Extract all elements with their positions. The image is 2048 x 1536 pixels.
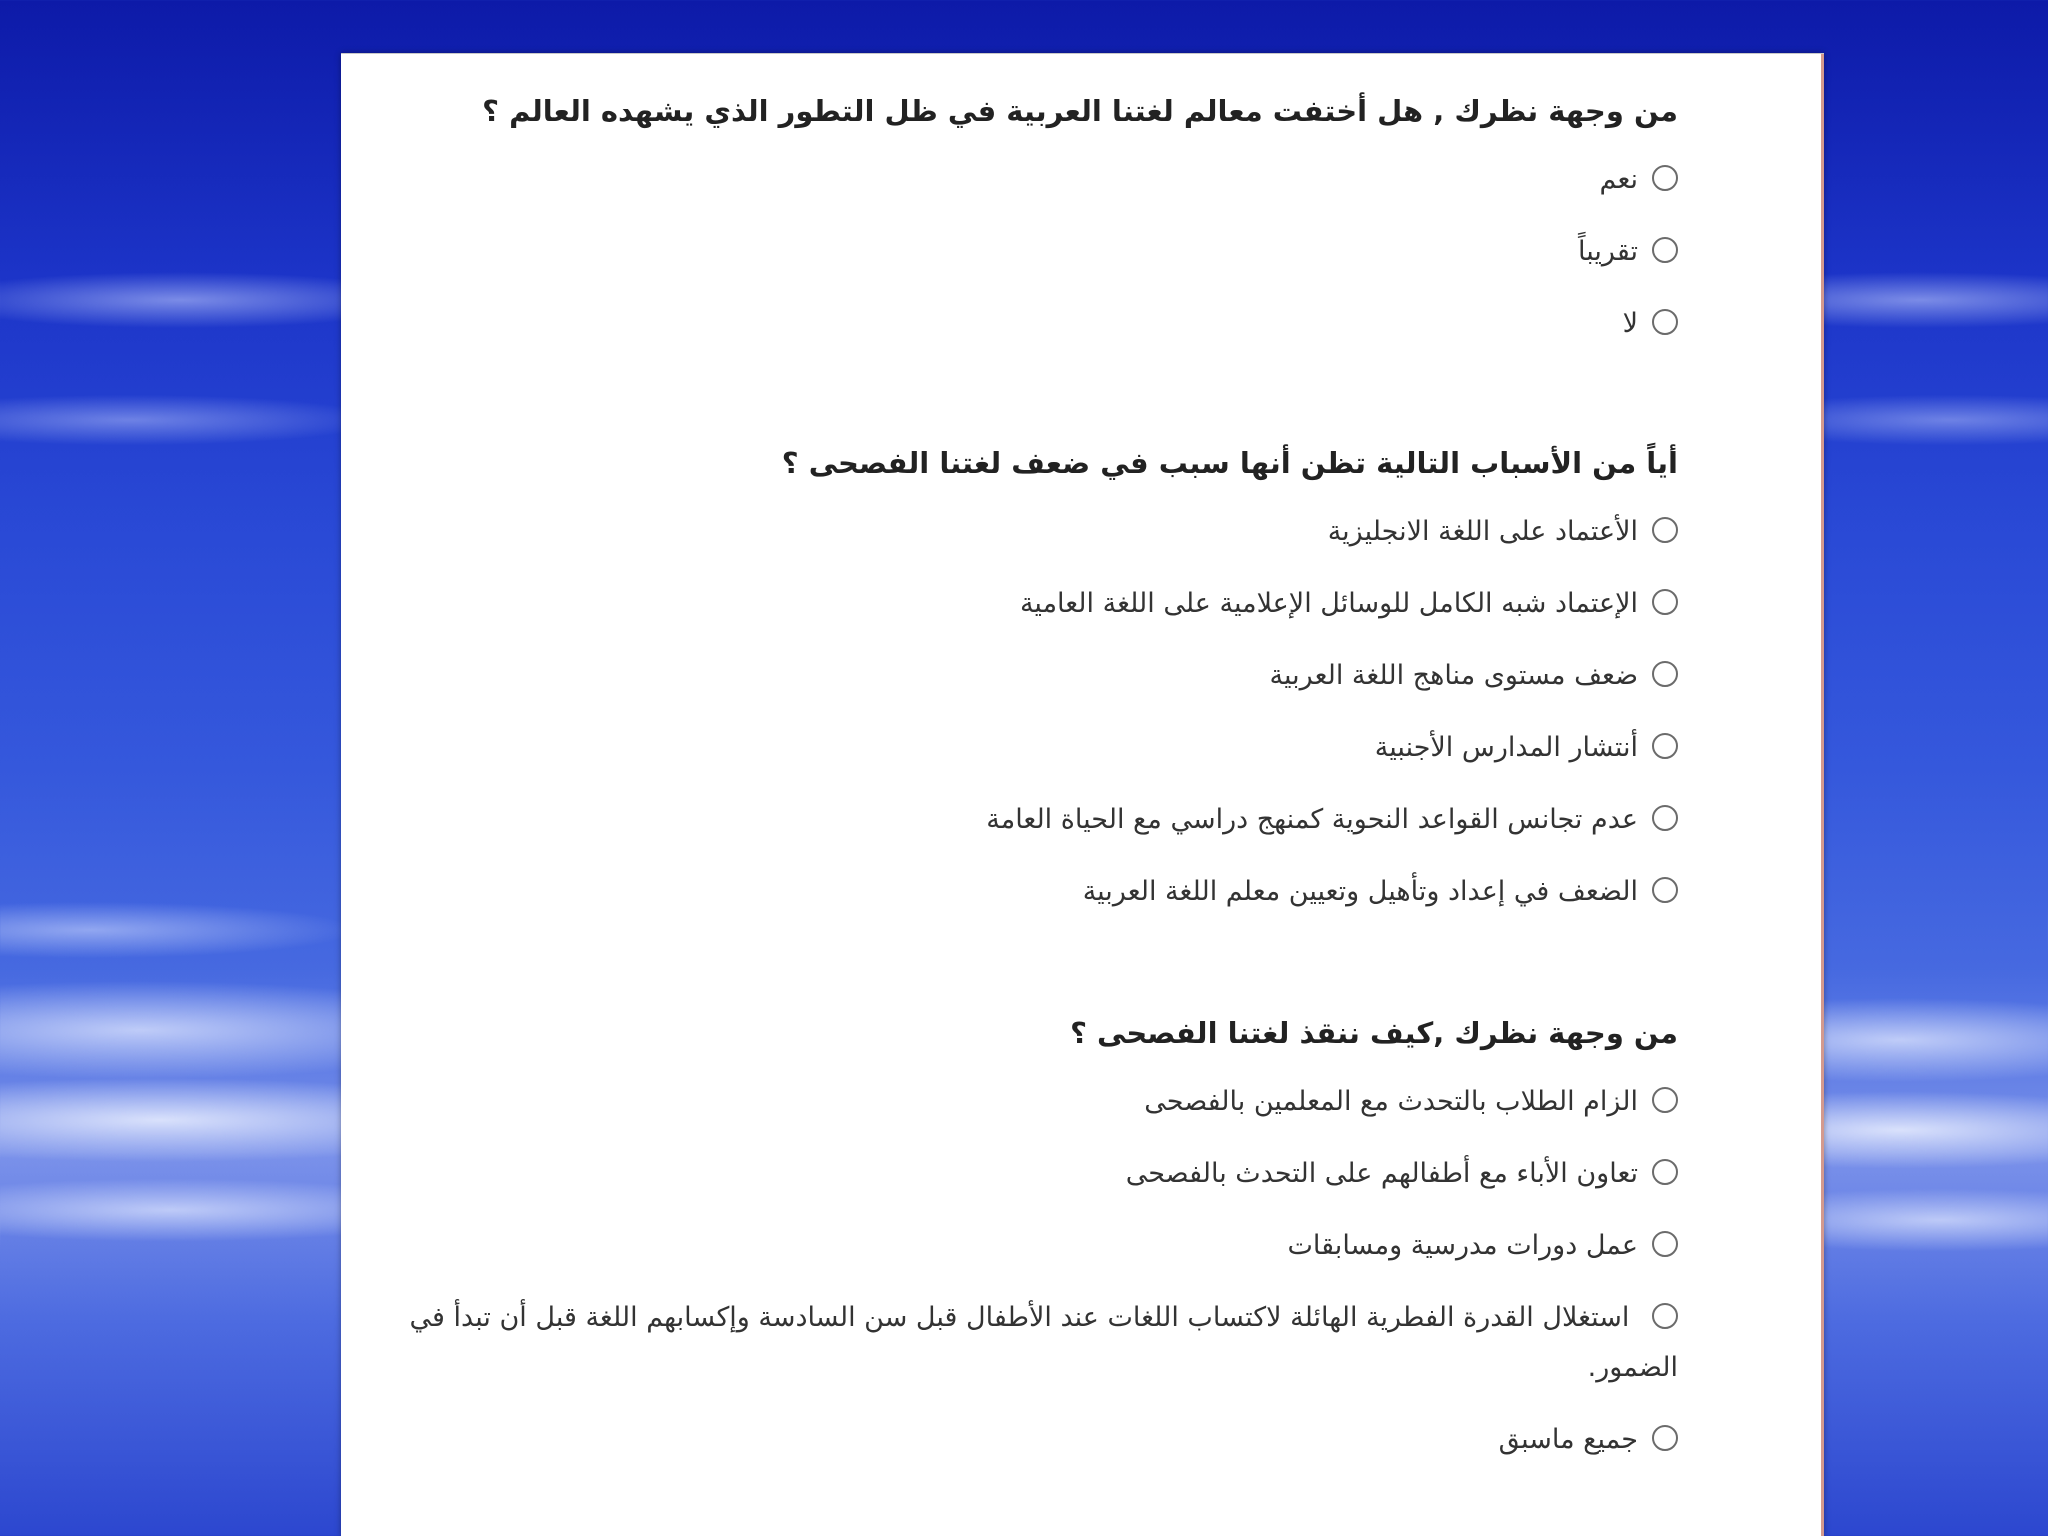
option-school-courses[interactable] [401,1221,1678,1271]
option-no[interactable] [401,299,1678,349]
option-weak-curriculum[interactable] [401,651,1678,701]
radio-button[interactable] [1652,165,1678,191]
option-media-colloquial[interactable] [401,579,1678,629]
option-foreign-schools[interactable] [401,723,1678,773]
radio-button[interactable] [1652,1303,1678,1329]
survey-panel [341,53,1824,1536]
question-3 [401,1013,1678,1487]
radio-button[interactable] [1652,1159,1678,1185]
option-label[interactable]: الضعف في إعداد وتأهيل وتعيين معلم اللغة العربية [1082,876,1638,907]
radio-button[interactable] [1652,309,1678,335]
option-parents-cooperation[interactable] [401,1149,1678,1199]
option-grammar-mismatch[interactable] [401,795,1678,845]
option-label[interactable]: الإعتماد شبه الكامل للوسائل الإعلامية على اللغة العامية [1019,588,1638,619]
option-early-childhood[interactable] [401,1293,1678,1393]
question-title: أياً من الأسباب التالية تظن أنها سبب في ضعف لغتنا الفصحى ؟ [781,446,1678,480]
radio-button[interactable] [1652,733,1678,759]
radio-button[interactable] [1652,877,1678,903]
question-1 [401,91,1678,371]
option-teacher-preparation[interactable] [401,867,1678,917]
option-all-above[interactable] [401,1415,1678,1465]
option-label[interactable]: أنتشار المدارس الأجنبية [1374,732,1638,763]
option-yes[interactable] [401,155,1678,205]
option-label[interactable]: نعم [1599,164,1638,195]
question-title: من وجهة نظرك ,كيف ننقذ لغتنا الفصحى ؟ [1070,1016,1678,1050]
radio-button[interactable] [1652,1231,1678,1257]
radio-button[interactable] [1652,237,1678,263]
option-label[interactable]: تعاون الأباء مع أطفالهم على التحدث بالفصحى [1125,1158,1638,1189]
option-label[interactable]: الزام الطلاب بالتحدث مع المعلمين بالفصحى [1144,1086,1638,1117]
radio-button[interactable] [1652,1425,1678,1451]
option-english-reliance[interactable] [401,507,1678,557]
option-students-speak-fusha[interactable] [401,1077,1678,1127]
radio-button[interactable] [1652,805,1678,831]
option-label[interactable]: الأعتماد على اللغة الانجليزية [1327,516,1638,547]
panel-border-accent [1821,54,1824,1536]
option-label[interactable]: جميع ماسبق [1498,1424,1638,1455]
option-label[interactable]: تقريباً [1578,236,1638,267]
question-2 [401,443,1678,939]
question-title: من وجهة نظرك , هل أختفت معالم لغتنا العربية في ظل التطور الذي يشهده العالم ؟ [482,94,1678,128]
option-label[interactable]: ضعف مستوى مناهج اللغة العربية [1269,660,1638,691]
option-label[interactable]: لا [1622,308,1638,339]
radio-button[interactable] [1652,661,1678,687]
option-almost[interactable] [401,227,1678,277]
radio-button[interactable] [1652,1087,1678,1113]
option-label[interactable]: عمل دورات مدرسية ومسابقات [1287,1230,1638,1261]
option-label[interactable]: استغلال القدرة الفطرية الهائلة لاكتساب اللغات عند الأطفال قبل سن السادسة وإكسابهم اللغة قبل أن تبدأ في الضمور. [409,1302,1678,1383]
radio-button[interactable] [1652,589,1678,615]
radio-button[interactable] [1652,517,1678,543]
option-label[interactable]: عدم تجانس القواعد النحوية كمنهج دراسي مع الحياة العامة [986,804,1638,835]
